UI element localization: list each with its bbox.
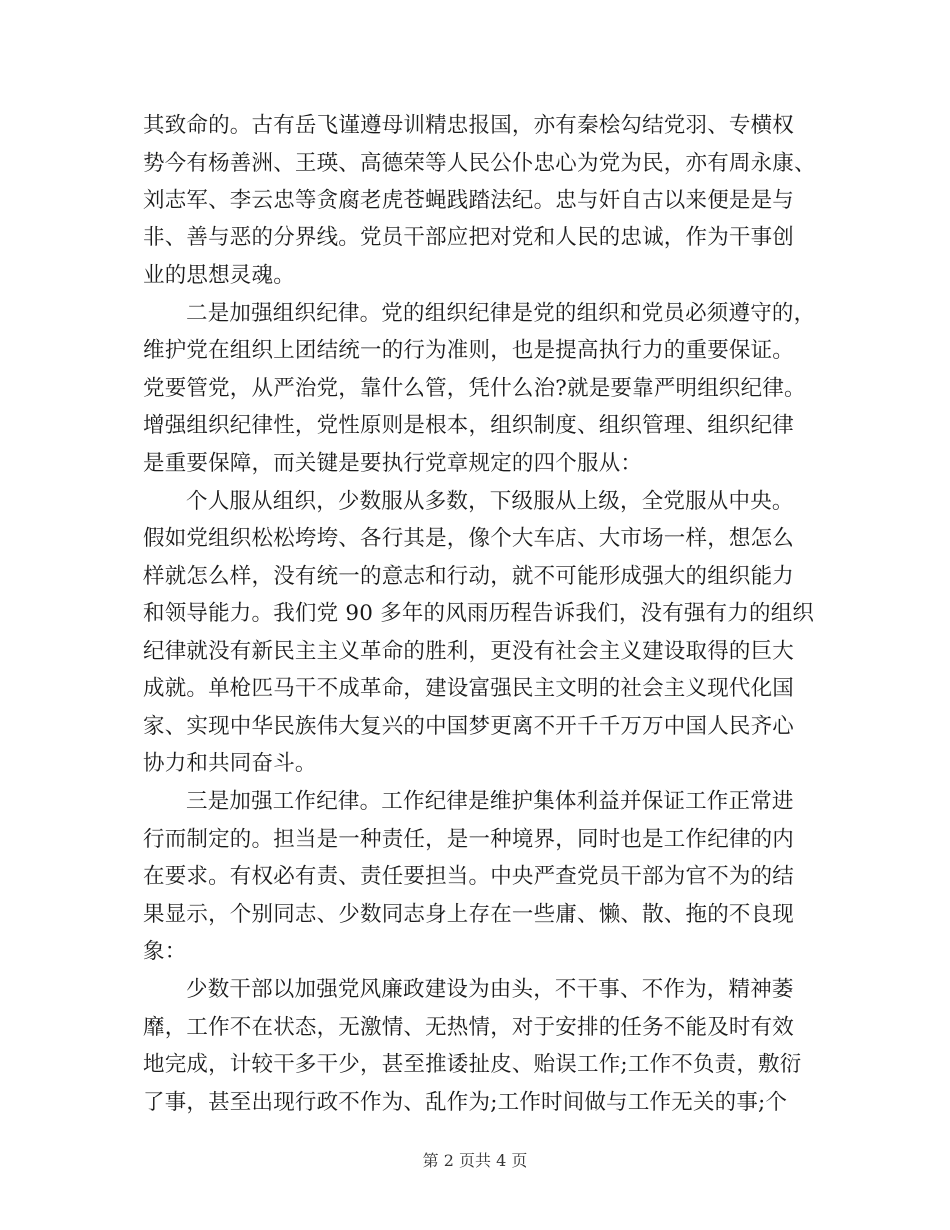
text-line: 其致命的。古有岳飞谨遵母训精忠报国，亦有秦桧勾结党羽、专横权 <box>143 113 795 138</box>
text-line: 了事，甚至出现行政不作为、乱作为;工作时间做与工作无关的事;个 <box>143 1090 788 1115</box>
paragraph-first-line: 个人服从组织，少数服从多数，下级服从上级，全党服从中央。 <box>186 489 794 514</box>
text-line: 刘志军、李云忠等贪腐老虎苍蝇践踏法纪。忠与奸自古以来便是是与 <box>143 188 795 213</box>
text-line: 党要管党，从严治党，靠什么管，凭什么治?就是要靠严明组织纪律。 <box>143 376 806 401</box>
text-line: 势今有杨善洲、王瑛、高德荣等人民公仆忠心为党为民，亦有周永康、 <box>143 151 816 176</box>
text-line: 协力和共同奋斗。 <box>143 751 317 776</box>
text-line: 纪律就没有新民主主义革命的胜利，更没有社会主义建设取得的巨大 <box>143 639 795 664</box>
page-number-footer: 第 2 页共 4 页 <box>422 1151 528 1170</box>
text-line: 是重要保障，而关键是要执行党章规定的四个服从： <box>143 451 643 476</box>
text-line: 非、善与恶的分界线。党员干部应把对党和人民的忠诚，作为干事创 <box>143 225 795 250</box>
text-line: 在要求。有权必有责、责任要担当。中央严查党员干部为官不为的结 <box>143 864 795 889</box>
text-line: 家、实现中华民族伟大复兴的中国梦更离不开千千万万中国人民齐心 <box>143 714 795 739</box>
paragraph-first-line: 少数干部以加强党风廉政建设为由头，不干事、不作为，精神萎 <box>186 977 794 1002</box>
paragraph-first-line: 二是加强组织纪律。党的组织纪律是党的组织和党员必须遵守的， <box>186 301 816 326</box>
paragraph-first-line: 三是加强工作纪律。工作纪律是维护集体利益并保证工作正常进 <box>186 789 794 814</box>
text-line: 地完成，计较干多干少，甚至推诿扯皮、贻误工作;工作不负责，敷衍 <box>143 1052 802 1077</box>
text-line: 成就。单枪匹马干不成革命，建设富强民主文明的社会主义现代化国 <box>143 676 795 701</box>
text-line: 象： <box>143 939 187 964</box>
text-line: 靡，工作不在状态，无激情、无热情，对于安排的任务不能及时有效 <box>143 1015 795 1040</box>
text-line: 样就怎么样，没有统一的意志和行动，就不可能形成强大的组织能力 <box>143 564 795 589</box>
text-line: 行而制定的。担当是一种责任，是一种境界，同时也是工作纪律的内 <box>143 827 795 852</box>
text-line: 和领导能力。我们党 90 多年的风雨历程告诉我们，没有强有力的组织 <box>143 601 815 626</box>
text-line: 业的思想灵魂。 <box>143 263 295 288</box>
text-line: 假如党组织松松垮垮、各行其是，像个大车店、大市场一样，想怎么 <box>143 526 795 551</box>
text-line: 果显示，个别同志、少数同志身上存在一些庸、懒、散、拖的不良现 <box>143 902 795 927</box>
text-line: 增强组织纪律性，党性原则是根本，组织制度、组织管理、组织纪律 <box>143 413 795 438</box>
text-line: 维护党在组织上团结统一的行为准则，也是提高执行力的重要保证。 <box>143 338 795 363</box>
